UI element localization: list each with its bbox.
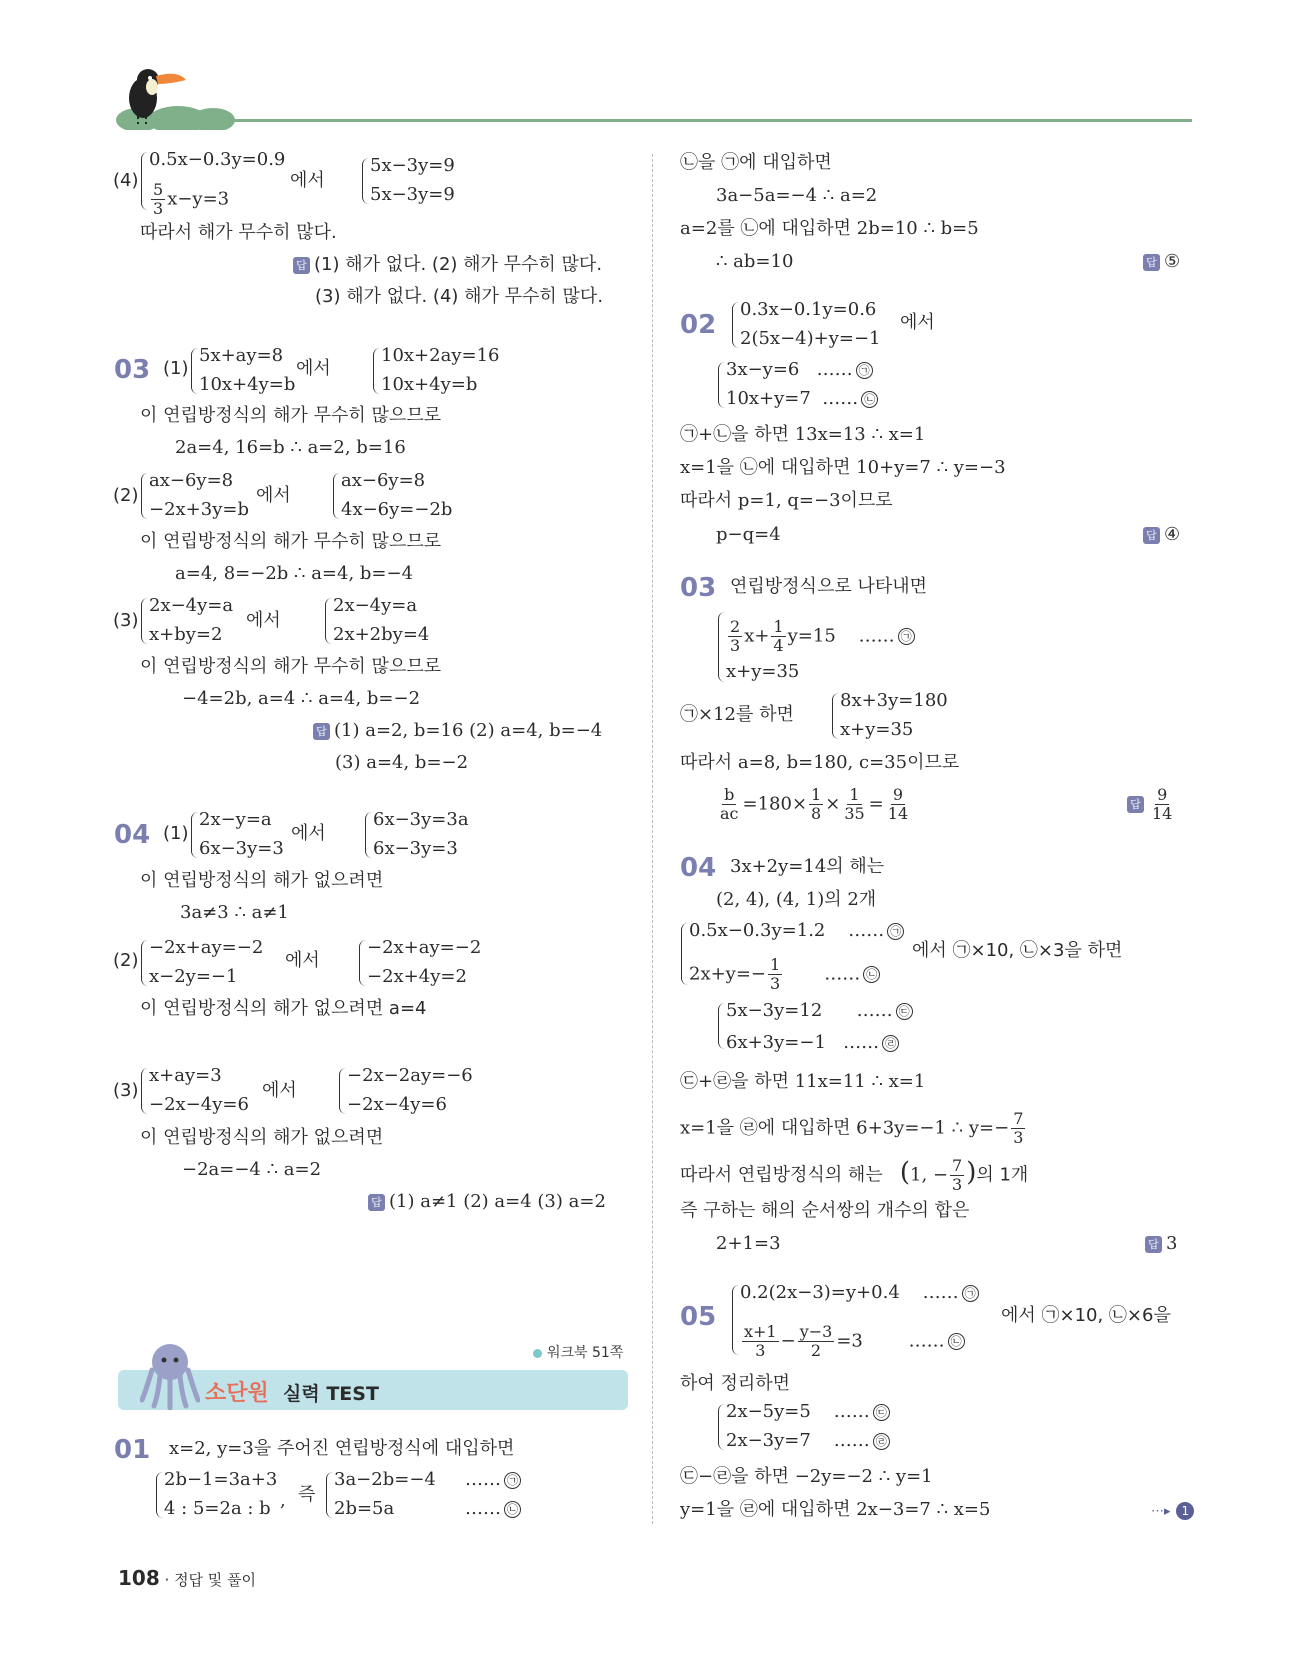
equation: 3a−5a=−4 ∴ a=2 <box>716 185 878 206</box>
equation: 5x−3y=9 <box>370 155 455 176</box>
equation: ㉠+㉡을 하면 13x=13 ∴ x=1 <box>680 424 926 445</box>
text-line: 이 연립방정식의 해가 무수히 많으므로 <box>140 656 442 677</box>
answer-line: 답 (1) 해가 없다. (2) 해가 무수히 많다. <box>293 254 602 276</box>
footer-label: 정답 및 풀이 <box>174 1571 257 1589</box>
answer-line: 답 ⑤ <box>1143 251 1180 273</box>
column-divider <box>652 154 653 1524</box>
text-line: 따라서 해가 무수히 많다. <box>140 222 337 243</box>
equation: −2x−4y=6 <box>347 1094 447 1115</box>
p4-label: (4) <box>113 170 139 191</box>
equation: x+by=2 <box>149 624 223 645</box>
banner-subtitle: 실력 TEST <box>283 1383 379 1405</box>
equation: $\frac{b}{ac}$ =180× $\frac{1}{8}$ × $\frac{1}{35}$ = $\frac{9}{14}$ <box>720 785 909 823</box>
problem-number: 04 <box>680 853 717 883</box>
brace <box>156 1472 163 1518</box>
eseo-text: 에서 <box>246 610 281 631</box>
equation: $\frac{x+1}{3}$ − $\frac{y-3}{2}$ =3 …… ㉡ <box>740 1323 965 1360</box>
brace <box>732 1285 739 1355</box>
equation: $\frac{2}{3}$ x+ $\frac{1}{4}$ y=15 …… ㉠ <box>726 618 915 655</box>
banner-title: 소단원 <box>205 1381 269 1406</box>
equation: 2x−4y=a <box>333 595 418 616</box>
brace <box>732 302 739 348</box>
equation: 2x−4y=a <box>149 595 234 616</box>
problem-number: 04 <box>114 820 151 850</box>
jeuk-text: 즉 <box>298 1484 316 1505</box>
marker: …… ㉡ <box>465 1498 521 1520</box>
brace <box>339 1068 346 1114</box>
brace <box>832 693 839 739</box>
text-line: 이 연립방정식의 해가 없으려면 a=4 <box>140 998 427 1019</box>
equation: 3x−y=6 …… ㉠ <box>726 359 873 381</box>
equation: −2x+3y=b <box>149 499 249 520</box>
problem-number: 03 <box>680 573 717 603</box>
eseo-text: 에서 <box>296 358 331 379</box>
equation: 10x+y=7 …… ㉡ <box>726 388 878 410</box>
eseo-text: 에서 <box>262 1080 297 1101</box>
text-line: 이 연립방정식의 해가 없으려면 <box>140 870 384 891</box>
continue-marker: ⋯▸ 1 <box>1151 1499 1194 1523</box>
text-line: 이 연립방정식의 해가 무수히 많으므로 <box>140 531 442 552</box>
problem-number: 05 <box>680 1302 717 1332</box>
equation: a=2를 ㉡에 대입하면 2b=10 ∴ b=5 <box>680 218 979 239</box>
equation: 3a−2b=−4 <box>334 1469 436 1490</box>
eseo-text: 에서 <box>291 823 326 844</box>
brace <box>326 1472 333 1518</box>
equation: ax−6y=8 <box>149 470 234 491</box>
text-line: 하여 정리하면 <box>680 1373 791 1394</box>
brace <box>141 473 148 519</box>
answer-line: 답 $\frac{9}{14}$ <box>1127 786 1176 823</box>
brace <box>141 940 148 986</box>
equation: 2a=4, 16=b ∴ a=2, b=16 <box>175 437 406 458</box>
problem-number: 01 <box>114 1435 151 1465</box>
brace <box>373 348 380 394</box>
equation: 0.3x−0.1y=0.6 <box>740 299 877 320</box>
brace <box>141 152 148 210</box>
equation: 10x+4y=b <box>381 374 478 395</box>
page-number: 108 <box>118 1566 160 1590</box>
equation: $\frac{5}{3}$ x−y=3 <box>153 180 230 218</box>
equation: x=1을 ㉡에 대입하면 10+y=7 ∴ y=−3 <box>680 457 1006 478</box>
equation: ∴ ab=10 <box>716 251 794 272</box>
equation: 2x−3y=7 …… ㉣ <box>726 1430 890 1452</box>
answer-icon: 답 <box>1143 527 1160 544</box>
answer-icon: 답 <box>1143 254 1160 271</box>
equation: −2x−4y=6 <box>149 1094 249 1115</box>
equation: 5x−3y=9 <box>370 184 455 205</box>
brace <box>718 362 725 408</box>
equation: 0.2(2x−3)=y+0.4 …… ㉠ <box>740 1282 979 1304</box>
equation: ㉠×12를 하면 <box>680 704 794 725</box>
equation: a=4, 8=−2b ∴ a=4, b=−4 <box>175 563 414 584</box>
operation-text: 에서 ㉠×10, ㉡×3을 하면 <box>912 940 1123 961</box>
equation: 2b−1=3a+3 <box>164 1469 278 1490</box>
comma: , <box>280 1490 286 1511</box>
equation: 4x−6y=−2b <box>341 499 453 520</box>
sub-label: (2) <box>113 485 139 506</box>
equation: 6x−3y=3 <box>199 838 284 859</box>
equation: 2x−5y=5 …… ㉢ <box>726 1401 890 1423</box>
sub-label: (2) <box>113 950 139 971</box>
equation: ax−6y=8 <box>341 470 426 491</box>
equation: 3a≠3 ∴ a≠1 <box>180 902 289 923</box>
eseo-text: 에서 <box>285 950 320 971</box>
page-footer: 108 · 정답 및 풀이 <box>118 1566 257 1590</box>
equation: 0.5x−0.3y=0.9 <box>149 149 286 170</box>
text-line: ㉡을 ㉠에 대입하면 <box>680 152 832 173</box>
text-line: 이 연립방정식의 해가 없으려면 <box>140 1127 384 1148</box>
dot-icon <box>533 1349 542 1358</box>
equation: −2x+4y=2 <box>367 966 467 987</box>
brace <box>718 612 725 682</box>
eseo-text: 에서 <box>290 170 325 191</box>
equation: −2x−2ay=−6 <box>347 1065 473 1086</box>
answer-line: 답 3 <box>1145 1233 1177 1255</box>
equation: 2x+y=− $\frac{1}{3}$ …… ㉡ <box>689 956 880 993</box>
brace <box>141 1068 148 1114</box>
equation: 0.5x−0.3y=1.2 …… ㉠ <box>689 920 904 942</box>
brace <box>365 812 372 858</box>
answer-line: (3) a=4, b=−2 <box>335 752 469 773</box>
sub-label: (1) <box>163 823 189 844</box>
equation: 4 : 5=2a : b <box>164 1498 271 1519</box>
equation: 따라서 연립방정식의 해는 (1, − $\frac{7}{3}$ )의 1개 <box>680 1156 1029 1194</box>
workbook-ref: 워크북 51쪽 <box>533 1342 623 1362</box>
brace <box>191 812 198 858</box>
brace <box>718 1003 725 1049</box>
equation: −2x+ay=−2 <box>367 937 482 958</box>
equation: 5x−3y=12 …… ㉢ <box>726 1000 913 1022</box>
marker: …… ㉠ <box>465 1469 521 1491</box>
sub-label: (3) <box>113 1080 139 1101</box>
equation: x+ay=3 <box>149 1065 222 1086</box>
answer-line: 답 ④ <box>1143 524 1180 546</box>
answer-line: 답 (1) a≠1 (2) a=4 (3) a=2 <box>368 1191 606 1213</box>
equation: x+y=35 <box>726 661 800 682</box>
equation: 2x+2by=4 <box>333 624 430 645</box>
equation: y=1을 ㉣에 대입하면 2x−3=7 ∴ x=5 <box>680 1499 991 1520</box>
answer-icon: 답 <box>293 257 310 274</box>
sub-label: (3) <box>113 610 139 631</box>
eseo-text: 에서 <box>256 485 291 506</box>
equation: 6x−3y=3 <box>373 838 458 859</box>
equation: −4=2b, a=4 ∴ a=4, b=−2 <box>182 688 421 709</box>
sub-label: (1) <box>163 358 189 379</box>
brace <box>681 923 688 985</box>
equation: −2x+ay=−2 <box>149 937 264 958</box>
section-title: 3x+2y=14의 해는 <box>730 856 885 877</box>
answer-icon: 답 <box>1145 1236 1162 1253</box>
equation: x+y=35 <box>840 719 914 740</box>
operation-text: 에서 ㉠×10, ㉡×6을 <box>1001 1305 1171 1326</box>
equation: (2, 4), (4, 1)의 2개 <box>716 889 877 910</box>
equation: x−2y=−1 <box>149 966 238 987</box>
equation: x=1을 ㉣에 대입하면 6+3y=−1 ∴ y=− $\frac{7}{3}$ <box>680 1109 1024 1147</box>
text-line: 즉 구하는 해의 순서쌍의 개수의 합은 <box>680 1200 970 1221</box>
brace <box>141 598 148 644</box>
header-rule <box>118 119 1192 122</box>
equation: 2b=5a <box>334 1498 395 1519</box>
text-line: 따라서 p=1, q=−3이므로 <box>680 490 893 511</box>
brace <box>362 158 369 204</box>
equation: 10x+2ay=16 <box>381 345 500 366</box>
equation: 8x+3y=180 <box>840 690 948 711</box>
equation: p−q=4 <box>716 524 781 545</box>
equation: ㉢+㉣을 하면 11x=11 ∴ x=1 <box>680 1071 926 1092</box>
answer-line: (3) 해가 없다. (4) 해가 무수히 많다. <box>315 286 604 307</box>
octopus-icon <box>140 1340 200 1410</box>
answer-icon: 답 <box>368 1194 385 1211</box>
answer-icon: 답 <box>1127 796 1144 813</box>
equation: 10x+4y=b <box>199 374 296 395</box>
eseo-text: 에서 <box>900 312 935 333</box>
text-line: x=2, y=3을 주어진 연립방정식에 대입하면 <box>169 1438 515 1459</box>
equation: 6x−3y=3a <box>373 809 469 830</box>
section-title: 연립방정식으로 나타내면 <box>730 576 927 597</box>
equation: 6x+3y=−1 …… ㉣ <box>726 1032 899 1054</box>
brace <box>325 598 332 644</box>
equation: −2a=−4 ∴ a=2 <box>182 1159 322 1180</box>
answer-line: 답 (1) a=2, b=16 (2) a=4, b=−4 <box>313 720 602 742</box>
equation: 2(5x−4)+y=−1 <box>740 328 881 349</box>
problem-number: 02 <box>680 310 717 340</box>
equation: ㉢−㉣을 하면 −2y=−2 ∴ y=1 <box>680 1466 933 1487</box>
problem-number: 03 <box>114 355 151 385</box>
text-line: 이 연립방정식의 해가 무수히 많으므로 <box>140 405 442 426</box>
answer-icon: 답 <box>313 723 330 740</box>
equation: 2x−y=a <box>199 809 272 830</box>
equation: 5x+ay=8 <box>199 345 284 366</box>
equation: 2+1=3 <box>716 1233 781 1254</box>
brace <box>718 1404 725 1450</box>
brace <box>333 473 340 519</box>
text-line: 따라서 a=8, b=180, c=35이므로 <box>680 752 960 773</box>
brace <box>191 348 198 394</box>
brace <box>359 940 366 986</box>
